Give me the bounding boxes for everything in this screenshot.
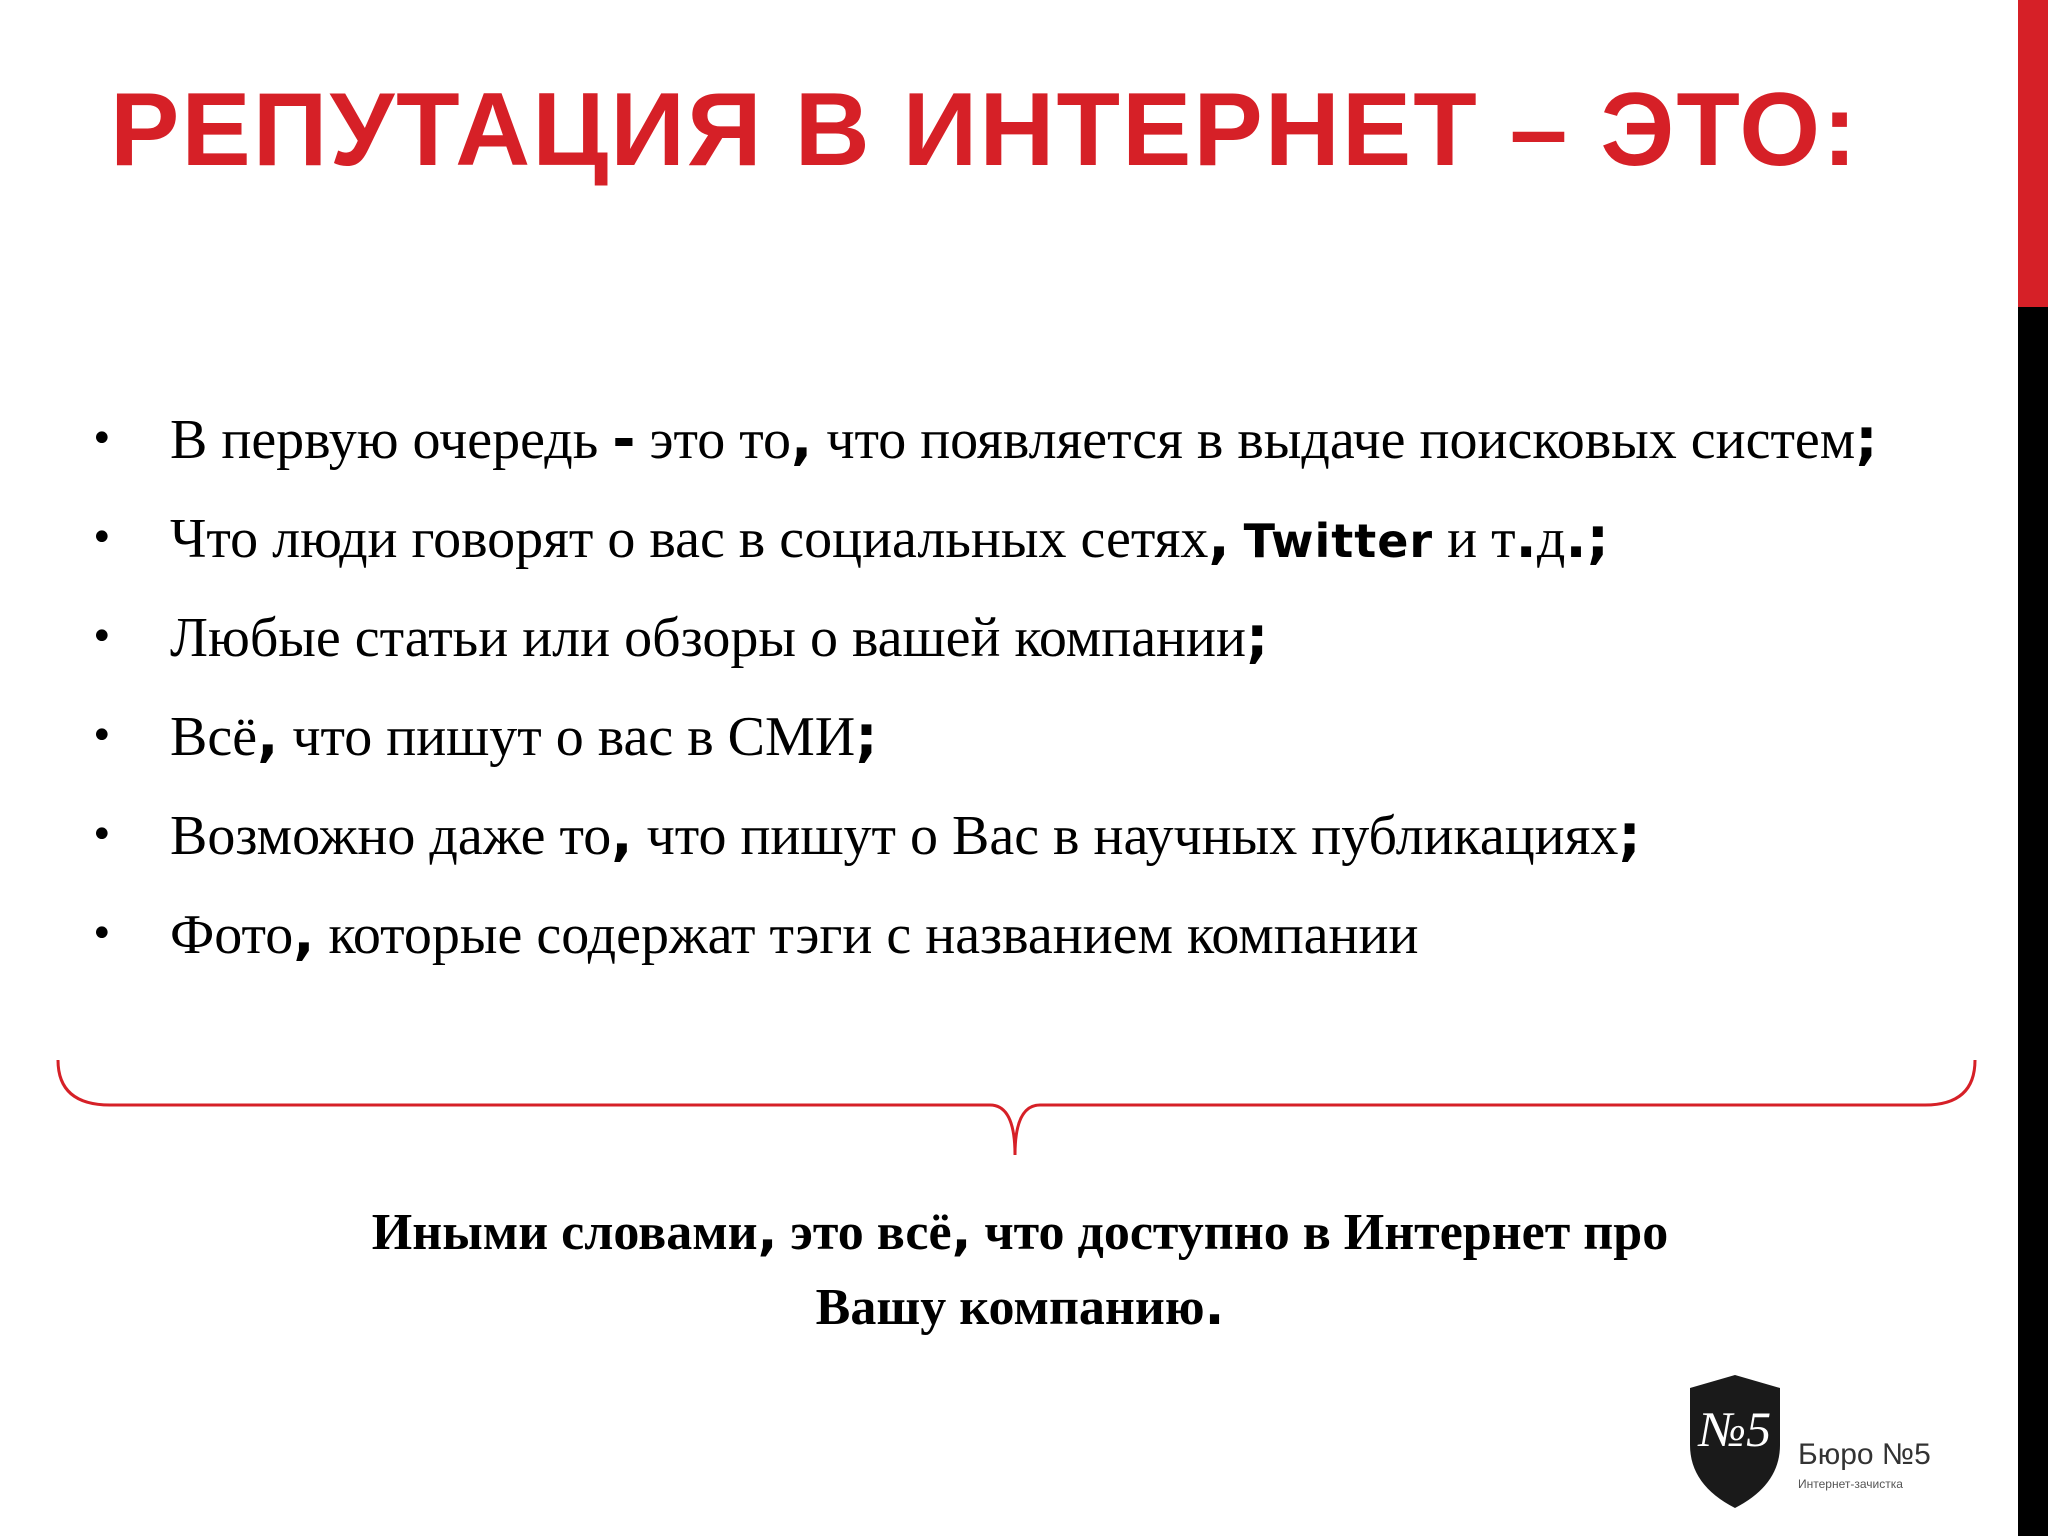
list-item xyxy=(0,687,2000,786)
text-segment: Вашу компанию xyxy=(815,1279,1205,1336)
text-segment: что доступно в Интернет про xyxy=(971,1204,1669,1261)
text-segment xyxy=(1230,508,1244,570)
text-segment: что пишут о вас в СМИ xyxy=(278,706,856,768)
text-segment: что пишут о Вас в научных публикациях xyxy=(632,805,1619,867)
punct-segment: ; xyxy=(1618,803,1641,868)
punct-segment: , xyxy=(757,1202,778,1262)
text-segment: Любые статьи или обзоры о вашей компании xyxy=(170,607,1246,669)
brand-name: Бюро №5 xyxy=(1798,1438,1931,1471)
punct-segment: , xyxy=(611,803,633,868)
punct-segment: , xyxy=(951,1202,972,1262)
punct-segment: . xyxy=(1515,506,1537,571)
list-item xyxy=(0,390,2000,489)
list-item xyxy=(0,588,2000,687)
punct-segment: - xyxy=(612,407,636,472)
text-segment: Всё xyxy=(170,706,258,768)
bullet-list xyxy=(0,390,2000,984)
company-logo xyxy=(1680,1370,1940,1520)
accent-bar-black xyxy=(2018,307,2048,1536)
punct-segment: , xyxy=(1208,506,1230,571)
curly-brace-icon xyxy=(0,1050,2048,1160)
bullet-text xyxy=(170,588,1268,688)
text-segment: Иными словами xyxy=(371,1204,758,1261)
bullet-text xyxy=(170,687,878,787)
bullet-text xyxy=(170,390,1878,490)
text-segment: и т xyxy=(1433,508,1516,570)
punct-segment: , xyxy=(257,704,279,769)
bullet-icon: • xyxy=(90,713,114,759)
punct-segment: .; xyxy=(1565,506,1609,571)
list-item xyxy=(0,885,2000,984)
bullet-text xyxy=(170,786,1641,886)
text-segment: Фото xyxy=(170,904,294,966)
brand-tagline: Интернет-зачистка xyxy=(1798,1477,1903,1491)
text-segment: Возможно даже то xyxy=(170,805,612,867)
text-segment: В первую очередь xyxy=(170,409,613,471)
logo-emblem: №5 xyxy=(1698,1401,1772,1457)
bullet-text xyxy=(170,489,1609,591)
punct-segment: ; xyxy=(1855,407,1878,472)
list-item xyxy=(0,786,2000,885)
bullet-icon: • xyxy=(90,614,114,660)
punct-segment: ; xyxy=(855,704,878,769)
punct-segment: , xyxy=(293,902,315,967)
text-segment: что появляется в выдаче поисковых систем xyxy=(812,409,1856,471)
punct-segment: , xyxy=(791,407,813,472)
bullet-icon: • xyxy=(90,515,114,561)
text-segment: это всё xyxy=(777,1204,952,1261)
list-item xyxy=(0,489,2000,588)
summary-line-1 xyxy=(220,1195,1820,1270)
twitter-word: Twitter xyxy=(1243,514,1434,568)
text-segment: Что люди говорят о вас в социальных сетях xyxy=(170,508,1209,570)
summary-text xyxy=(220,1195,1820,1345)
bullet-icon: • xyxy=(90,416,114,462)
text-segment: которые содержат тэги с названием компании xyxy=(314,904,1419,966)
text-segment: это то xyxy=(635,409,792,471)
bullet-text xyxy=(170,885,1418,985)
punct-segment: ; xyxy=(1245,605,1269,670)
bullet-icon: • xyxy=(90,812,114,858)
slide-title: РЕПУТАЦИЯ В ИНТЕРНЕТ – ЭТО: xyxy=(110,72,1859,188)
text-segment: д xyxy=(1536,508,1566,570)
summary-line-2 xyxy=(220,1270,1820,1345)
bullet-icon: • xyxy=(90,911,114,957)
punct-segment: . xyxy=(1204,1277,1225,1337)
accent-bar-red xyxy=(2018,0,2048,307)
